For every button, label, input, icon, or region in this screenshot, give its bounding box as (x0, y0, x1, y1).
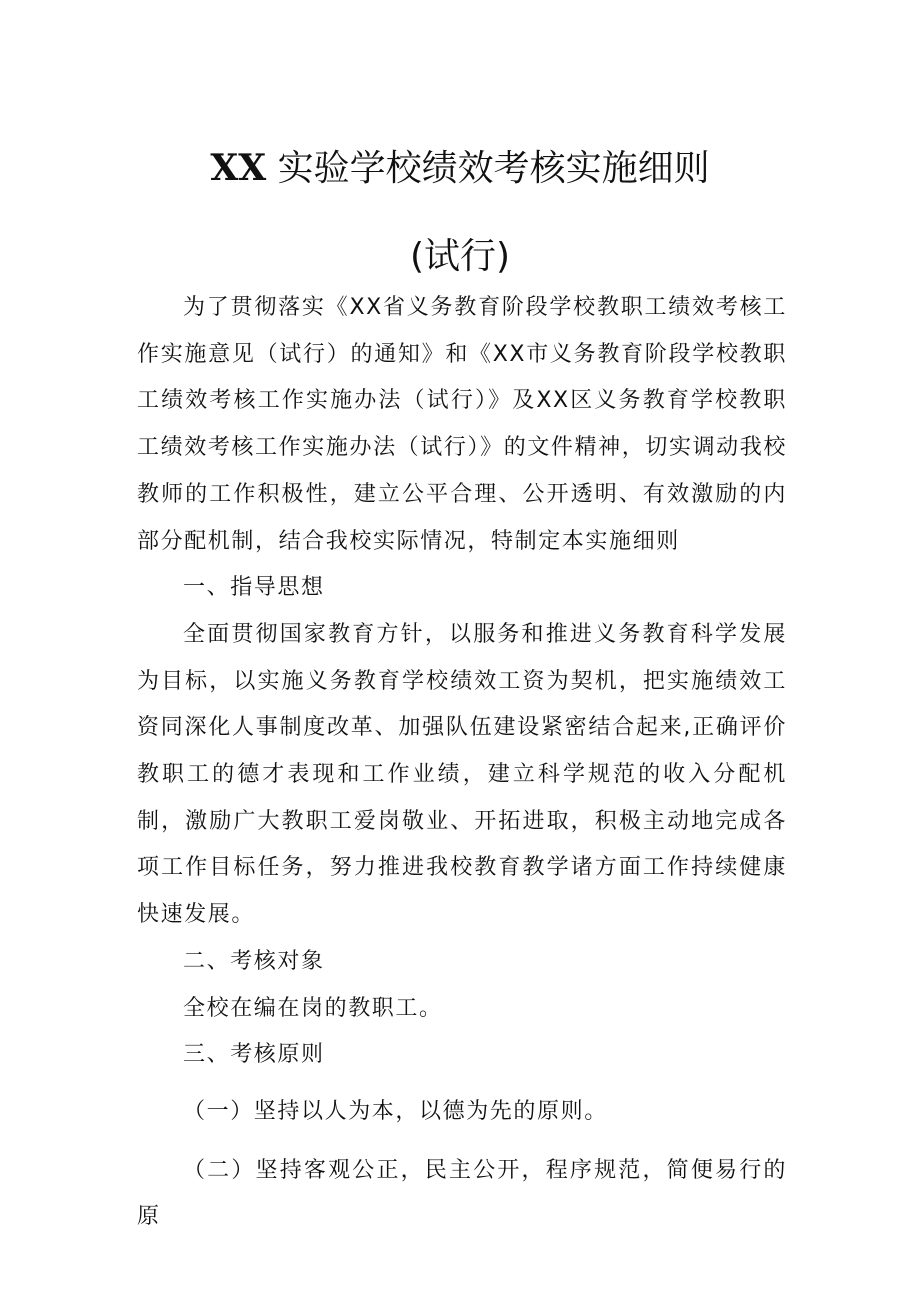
section-heading-assessment-principles: 三、考核原则 (183, 1042, 325, 1068)
document-title: XX 实验学校绩效考核实施细则 (210, 147, 710, 189)
document-subtitle: (试行) (409, 236, 511, 277)
section-heading-assessment-target: 二、考核对象 (183, 948, 325, 974)
guiding-ideology-paragraph: 全面贯彻国家教育方针，以服务和推进义务教育科学发展为目标，以实施义务教育学校绩效工资为契机，把实施绩效工资同深化人事制度改革、加强队伍建设紧密结合起来,正确评价教职工的德才表现和工作业绩，建立科学规范的收入分配机制，激励广大教职工爱岗敬业、开拓进取，积极主动地完成各项工作目标任务，努力推进我校教育教学诸方面工作持续健康快速发展。 (137, 621, 787, 928)
document-body (137, 285, 787, 1241)
principle-item-1: （一）坚持以人为本，以德为先的原则。 (183, 1098, 608, 1124)
principle-item-2: （二）坚持客观公正，民主公开，程序规范，简便易行的原 (137, 1157, 787, 1230)
intro-paragraph: 为了贯彻落实《XX省义务教育阶段学校教职工绩效考核工作实施意见（试行）的通知》和《XX市义务教育阶段学校教职工绩效考核工作实施办法（试行）》及XX区义务教育学校教职工绩效考核工作实施办法（试行）》的文件精神，切实调动我校教师的工作积极性，建立公平合理、公开透明、有效激励的内部分配机制，结合我校实际情况，特制定本实施细则 (137, 295, 787, 554)
title-xx-placeholder: XX (210, 147, 267, 189)
section-heading-guiding-ideology: 一、指导思想 (183, 575, 325, 601)
assessment-target-paragraph: 全校在编在岗的教职工。 (183, 995, 443, 1021)
